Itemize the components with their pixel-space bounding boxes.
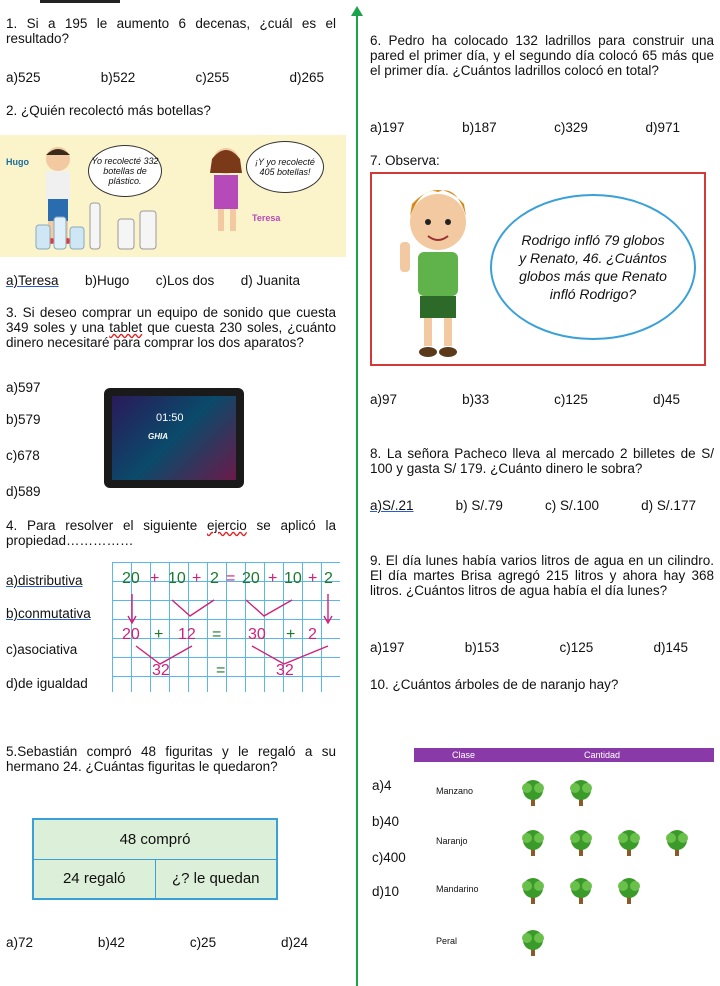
header-clase: Clase	[452, 750, 476, 760]
q8-option-c[interactable]: c) S/.100	[545, 498, 600, 513]
q6-option-d[interactable]: d)971	[645, 120, 680, 135]
q10-option-a[interactable]: a)4	[372, 778, 392, 793]
q6-option-b[interactable]: b)187	[462, 120, 497, 135]
grid-r2-eq: =	[212, 626, 222, 643]
grid-r3-n1: 32	[152, 662, 170, 679]
q1-option-d[interactable]: d)265	[289, 70, 324, 85]
tablet-brand: GHIA	[148, 432, 168, 441]
tree-icon	[614, 828, 644, 861]
hugo-speech-bubble: Yo recolecté 332 botellas de plástico.	[88, 145, 162, 197]
question-3-text	[6, 305, 336, 350]
pictograph-row-label: Peral	[436, 936, 458, 946]
q10-option-c[interactable]: c)400	[372, 850, 406, 865]
grid-r1-op1: +	[150, 570, 160, 587]
q1-option-a[interactable]: a)525	[6, 70, 41, 85]
pictograph-row-label: Manzano	[436, 786, 474, 796]
q4-option-a[interactable]: a)distributiva	[6, 573, 83, 588]
question-7-options	[370, 392, 680, 407]
q4-option-b[interactable]: b)conmutativa	[6, 606, 91, 621]
box-given-cell: 24 regaló	[34, 859, 156, 899]
q3-option-c[interactable]: c)678	[6, 448, 40, 463]
question-6-options	[370, 120, 680, 135]
pictograph-row-label: Naranjo	[436, 836, 468, 846]
box-remaining-cell: ¿? le quedan	[155, 859, 277, 899]
question-10-text: 10. ¿Cuántos árboles de de naranjo hay?	[370, 677, 619, 692]
rodrigo-speech-bubble[interactable]: Rodrigo infló 79 globos y Renato, 46. ¿Cuántos globos más que Renato infló Rodrigo?	[490, 194, 696, 340]
q4-text-part-b: se aplicó la propiedad……………	[6, 518, 336, 548]
question-8-text: 8. La señora Pacheco lleva al mercado 2 billetes de S/ 100 y gasta S/ 179. ¿Cuánto dinero le sobra?	[370, 446, 714, 476]
header-rule	[40, 0, 120, 3]
associative-grid	[112, 562, 340, 692]
grid-r1-op2: +	[192, 570, 202, 587]
question-4-text	[6, 518, 336, 548]
q7-option-a[interactable]: a)97	[370, 392, 398, 407]
q3-option-d[interactable]: d)589	[6, 484, 41, 499]
tree-icon	[566, 876, 596, 909]
grid-r2-op2: +	[286, 626, 296, 643]
grid-r3-n2: 32	[276, 662, 294, 679]
tree-icon	[518, 778, 548, 811]
grid-r1-op3: +	[268, 570, 278, 587]
grid-r1-n6: 2	[324, 570, 333, 587]
teresa-name: Teresa	[252, 213, 281, 223]
q7-option-c[interactable]: c)125	[554, 392, 588, 407]
tree-icon	[518, 876, 548, 909]
divider-arrow-icon	[351, 6, 363, 16]
q9-option-a[interactable]: a)197	[370, 640, 405, 655]
tree-icon	[566, 828, 596, 861]
q7-option-b[interactable]: b)33	[462, 392, 490, 407]
q5-option-d[interactable]: d)24	[280, 935, 308, 950]
pictograph-row	[414, 774, 714, 814]
question-6-text: 6. Pedro ha colocado 132 ladrillos para construir una pared el primer día, y el segundo día colocó 65 más que el primer día. ¿Cuántos ladrillos colocó en total?	[370, 33, 714, 78]
q3-text-tablet: tablet	[109, 320, 143, 335]
q4-option-d[interactable]: d)de igualdad	[6, 676, 88, 691]
pictograph-table	[414, 748, 714, 976]
question-9-text: 9. El día lunes había varios litros de agua en un cilindro. El día martes Brisa agregó 215 litros y ahora hay 368 litros. ¿Cuántos litros de agua había el día lunes?	[370, 553, 714, 598]
grid-r1-op4: +	[308, 570, 318, 587]
question-2-options	[6, 273, 300, 288]
pictograph-row	[414, 824, 714, 864]
grid-r3-eq: =	[216, 662, 226, 679]
rodrigo-frame	[370, 172, 706, 366]
q5-option-b[interactable]: b)42	[97, 935, 125, 950]
tree-icon	[662, 828, 692, 861]
q9-option-c[interactable]: c)125	[559, 640, 594, 655]
q1-option-b[interactable]: b)522	[100, 70, 136, 85]
q2-option-d[interactable]: d) Juanita	[240, 273, 300, 288]
teresa-figure	[196, 143, 256, 253]
grid-r1-n1: 20	[122, 570, 140, 587]
q8-option-a[interactable]: a)S/.21	[370, 498, 414, 513]
q8-option-b[interactable]: b) S/.79	[455, 498, 503, 513]
box-total-cell: 48 compró	[34, 820, 277, 860]
q9-option-d[interactable]: d)145	[653, 640, 688, 655]
tablet-image	[104, 388, 244, 488]
tree-icon	[518, 928, 548, 961]
bottles-pile	[32, 197, 162, 253]
grid-r2-n3: 30	[248, 626, 266, 643]
q10-option-d[interactable]: d)10	[372, 884, 400, 899]
pictograph-row-label: Mandarino	[436, 884, 479, 894]
tree-icon	[614, 876, 644, 909]
boy-figure	[392, 182, 482, 362]
q10-option-b[interactable]: b)40	[372, 814, 400, 829]
header-cantidad: Cantidad	[584, 750, 621, 760]
q3-text-part-a: 3. Si deseo comprar un equipo de sonido que cuesta 349 soles y una	[6, 305, 336, 335]
grid-r2-n4: 2	[308, 626, 317, 643]
hugo-name: Hugo	[6, 157, 29, 167]
grid-r1-n3: 2	[210, 570, 219, 587]
grid-r1-eq: =	[226, 570, 236, 587]
q4-option-c[interactable]: c)asociativa	[6, 642, 78, 657]
q6-option-a[interactable]: a)197	[370, 120, 405, 135]
q7-option-d[interactable]: d)45	[652, 392, 680, 407]
question-5-text: 5.Sebastián compró 48 figuritas y le regaló a su hermano 24. ¿Cuántas figuritas le quedaron?	[6, 744, 336, 774]
grid-r2-n1: 20	[122, 626, 140, 643]
tablet-time: 01:50	[156, 412, 184, 424]
tablet-screen	[112, 396, 236, 480]
grid-r2-n2: 12	[178, 626, 196, 643]
part-whole-table	[32, 818, 278, 900]
question-5-options	[6, 935, 308, 950]
tree-icon	[566, 778, 596, 811]
q1-option-c[interactable]: c)255	[195, 70, 230, 85]
grid-arrows	[112, 590, 340, 680]
q2-option-b[interactable]: b)Hugo	[84, 273, 130, 288]
grid-r1-n2: 10	[168, 570, 186, 587]
q9-option-b[interactable]: b)153	[464, 640, 500, 655]
q8-option-d[interactable]: d) S/.177	[641, 498, 696, 513]
question-9-options	[370, 640, 688, 655]
pictograph-row	[414, 924, 714, 964]
question-7-text: 7. Observa:	[370, 153, 440, 168]
column-divider	[356, 14, 358, 986]
q4-text-ejercio: ejercio	[206, 518, 247, 533]
teresa-speech-bubble: ¡Y yo recolecté 405 botellas!	[246, 141, 324, 193]
pictograph-row	[414, 872, 714, 912]
bottles-illustration	[0, 135, 346, 257]
question-1-options	[6, 70, 324, 85]
pictograph-header	[414, 748, 714, 762]
q5-option-c[interactable]: c)25	[189, 935, 217, 950]
q3-option-a[interactable]: a)597	[6, 380, 41, 395]
part-whole-grid	[33, 819, 277, 899]
question-1-text: 1. Si a 195 le aumento 6 decenas, ¿cuál es el resultado?	[6, 16, 336, 46]
q2-option-c[interactable]: c)Los dos	[155, 273, 215, 288]
q3-option-b[interactable]: b)579	[6, 412, 41, 427]
question-8-options	[370, 498, 696, 513]
tree-icon	[518, 828, 548, 861]
question-2-text: 2. ¿Quién recolectó más botellas?	[6, 103, 211, 118]
q2-option-a[interactable]: a)Teresa	[6, 273, 59, 288]
grid-r1-n5: 10	[284, 570, 302, 587]
q4-text-part-a: 4. Para resolver el siguiente	[6, 518, 207, 533]
grid-r2-op1: +	[154, 626, 164, 643]
grid-r1-n4: 20	[242, 570, 260, 587]
q5-option-a[interactable]: a)72	[6, 935, 34, 950]
q6-option-c[interactable]: c)329	[554, 120, 588, 135]
q3-text-part-b: que cuesta 230 soles, ¿cuánto dinero necesitaré para comprar los dos aparatos?	[6, 320, 336, 350]
